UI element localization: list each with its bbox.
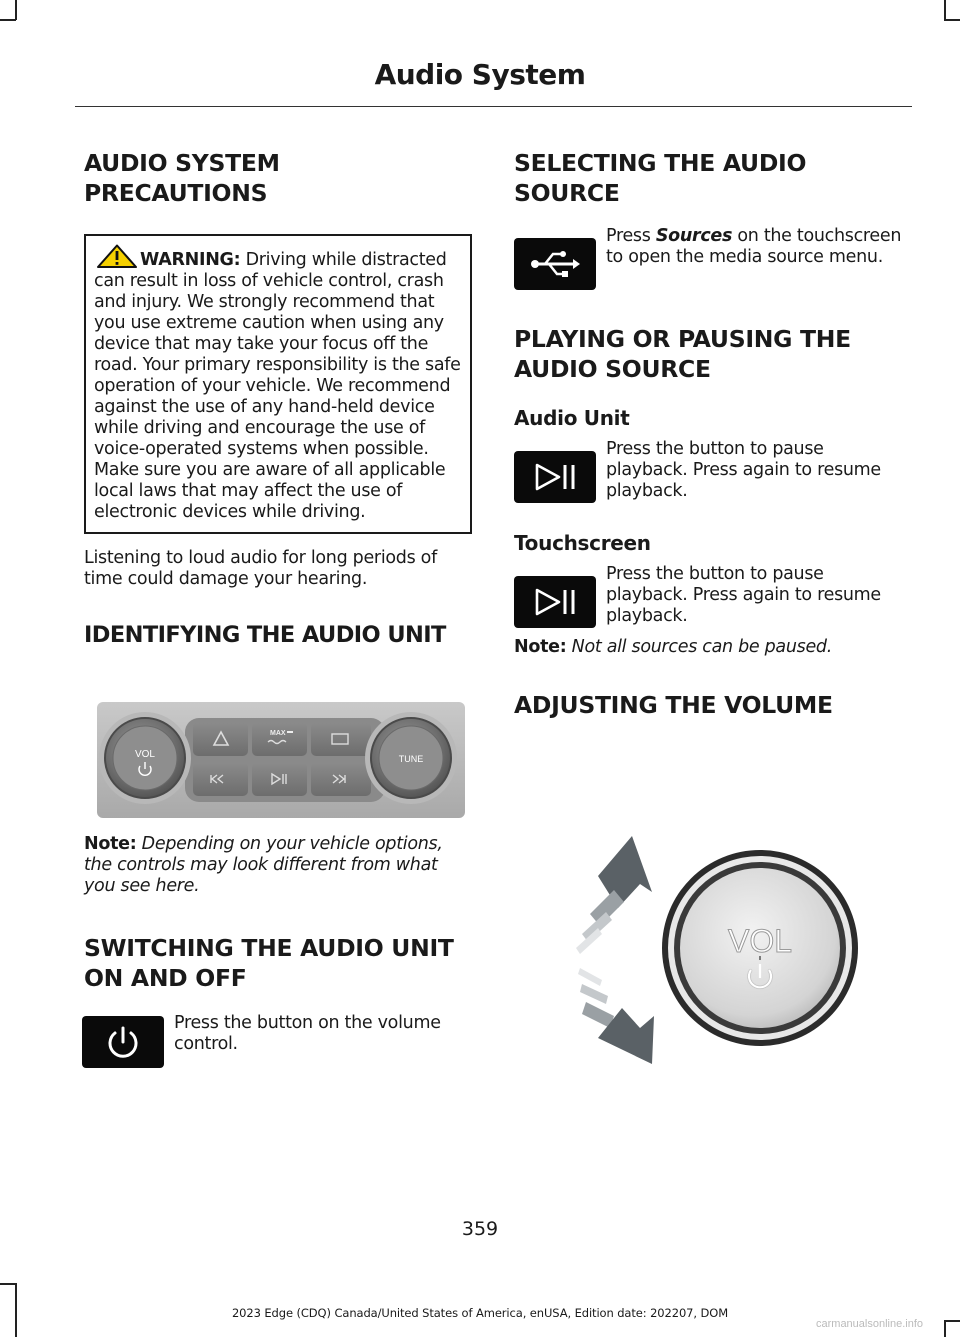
crop-mark	[944, 19, 960, 21]
header-divider	[75, 106, 912, 107]
warning-triangle-icon	[96, 244, 138, 268]
play-pause-icon-box	[514, 451, 596, 503]
left-column-lower	[84, 834, 472, 1073]
volume-knob-illustration	[570, 830, 870, 1070]
heading-line: SWITCHING THE AUDIO UNIT	[84, 934, 454, 962]
crop-mark	[944, 0, 946, 20]
watermark: carmanualsonline.info	[816, 1318, 924, 1330]
sources-word: Sources	[655, 226, 733, 246]
identify-heading: IDENTIFYING THE AUDIO UNIT	[84, 622, 446, 648]
crop-mark	[15, 0, 17, 20]
note-label: Note:	[514, 637, 567, 657]
audio-unit-instruction	[514, 439, 910, 517]
power-icon	[103, 1022, 143, 1062]
volume-knob-label: VOL	[727, 923, 793, 959]
play-pause-icon	[532, 587, 578, 617]
heading-line: SELECTING THE AUDIO	[514, 149, 807, 177]
audio-unit-text: Press the button to pause playback. Press again to resume playback.	[606, 439, 881, 501]
crop-mark	[944, 1320, 946, 1337]
audio-unit-panel-illustration	[97, 702, 465, 818]
crop-mark	[0, 19, 16, 21]
heading-line: AUDIO SOURCE	[514, 355, 711, 383]
edition-line: 2023 Edge (CDQ) Canada/United States of America, enUSA, Edition date: 202207, DOM	[231, 1306, 729, 1320]
warning-box	[84, 234, 472, 534]
sources-pre: Press	[606, 226, 656, 246]
warning-label: WARNING:	[140, 250, 241, 270]
note-text: Depending on your vehicle options, the controls may look different from what you see here.	[84, 834, 443, 896]
touchscreen-subheading: Touchscreen	[514, 531, 651, 555]
heading-line: ON AND OFF	[84, 964, 247, 992]
heading-line: AUDIO SYSTEM	[84, 149, 280, 177]
sources-post: on the touchscreen to open the media source menu.	[606, 226, 902, 267]
page-title: Audio System	[374, 58, 586, 91]
max-defrost-label: MAX	[270, 730, 286, 737]
usb-icon	[529, 249, 581, 279]
warning-text: Driving while distracted can result in loss of vehicle control, crash and injury. We strongly recommend that you use extreme caution when using any device that may take your focus off the road. Your primary responsibility is the safe operation of your vehicle. We recommend against the use of any hand-held device while driving and encourage the use of voice-operated systems when possible. Make sure you are aware of all applicable local laws that may affect the use of electronic devices while driving.	[94, 250, 461, 522]
precautions-heading	[84, 148, 472, 208]
select-source-heading	[514, 148, 910, 208]
power-text: Press the button on the volume control.	[174, 1013, 441, 1054]
page-number: 359	[461, 1218, 499, 1240]
touchscreen-text: Press the button to pause playback. Press again to resume playback.	[606, 564, 881, 626]
play-pause-icon	[532, 462, 578, 492]
touchscreen-instruction	[514, 564, 910, 642]
panel-note	[84, 834, 472, 897]
switch-heading	[84, 933, 472, 993]
crop-mark	[944, 1320, 960, 1322]
heading-line: PRECAUTIONS	[84, 179, 268, 207]
power-button-icon-box	[82, 1016, 164, 1068]
sources-text	[606, 226, 910, 268]
right-column	[514, 148, 910, 720]
crop-mark	[0, 1283, 16, 1285]
play-pause-heading	[514, 324, 910, 384]
heading-line: PLAYING OR PAUSING THE	[514, 325, 851, 353]
vol-knob-label: VOL	[134, 749, 156, 760]
usb-icon-box	[514, 238, 596, 290]
power-instruction	[84, 1013, 472, 1073]
volume-heading: ADJUSTING THE VOLUME	[514, 691, 833, 719]
audio-unit-subheading: Audio Unit	[514, 406, 630, 430]
tune-knob-label: TUNE	[398, 754, 424, 764]
left-column	[84, 148, 472, 650]
note-text: Not all sources can be paused.	[571, 637, 832, 657]
note-label: Note:	[84, 834, 137, 854]
heading-line: SOURCE	[514, 179, 620, 207]
hearing-paragraph: Listening to loud audio for long periods of time could damage your hearing.	[84, 548, 437, 589]
sources-instruction	[514, 228, 910, 298]
play-pause-icon-box	[514, 576, 596, 628]
